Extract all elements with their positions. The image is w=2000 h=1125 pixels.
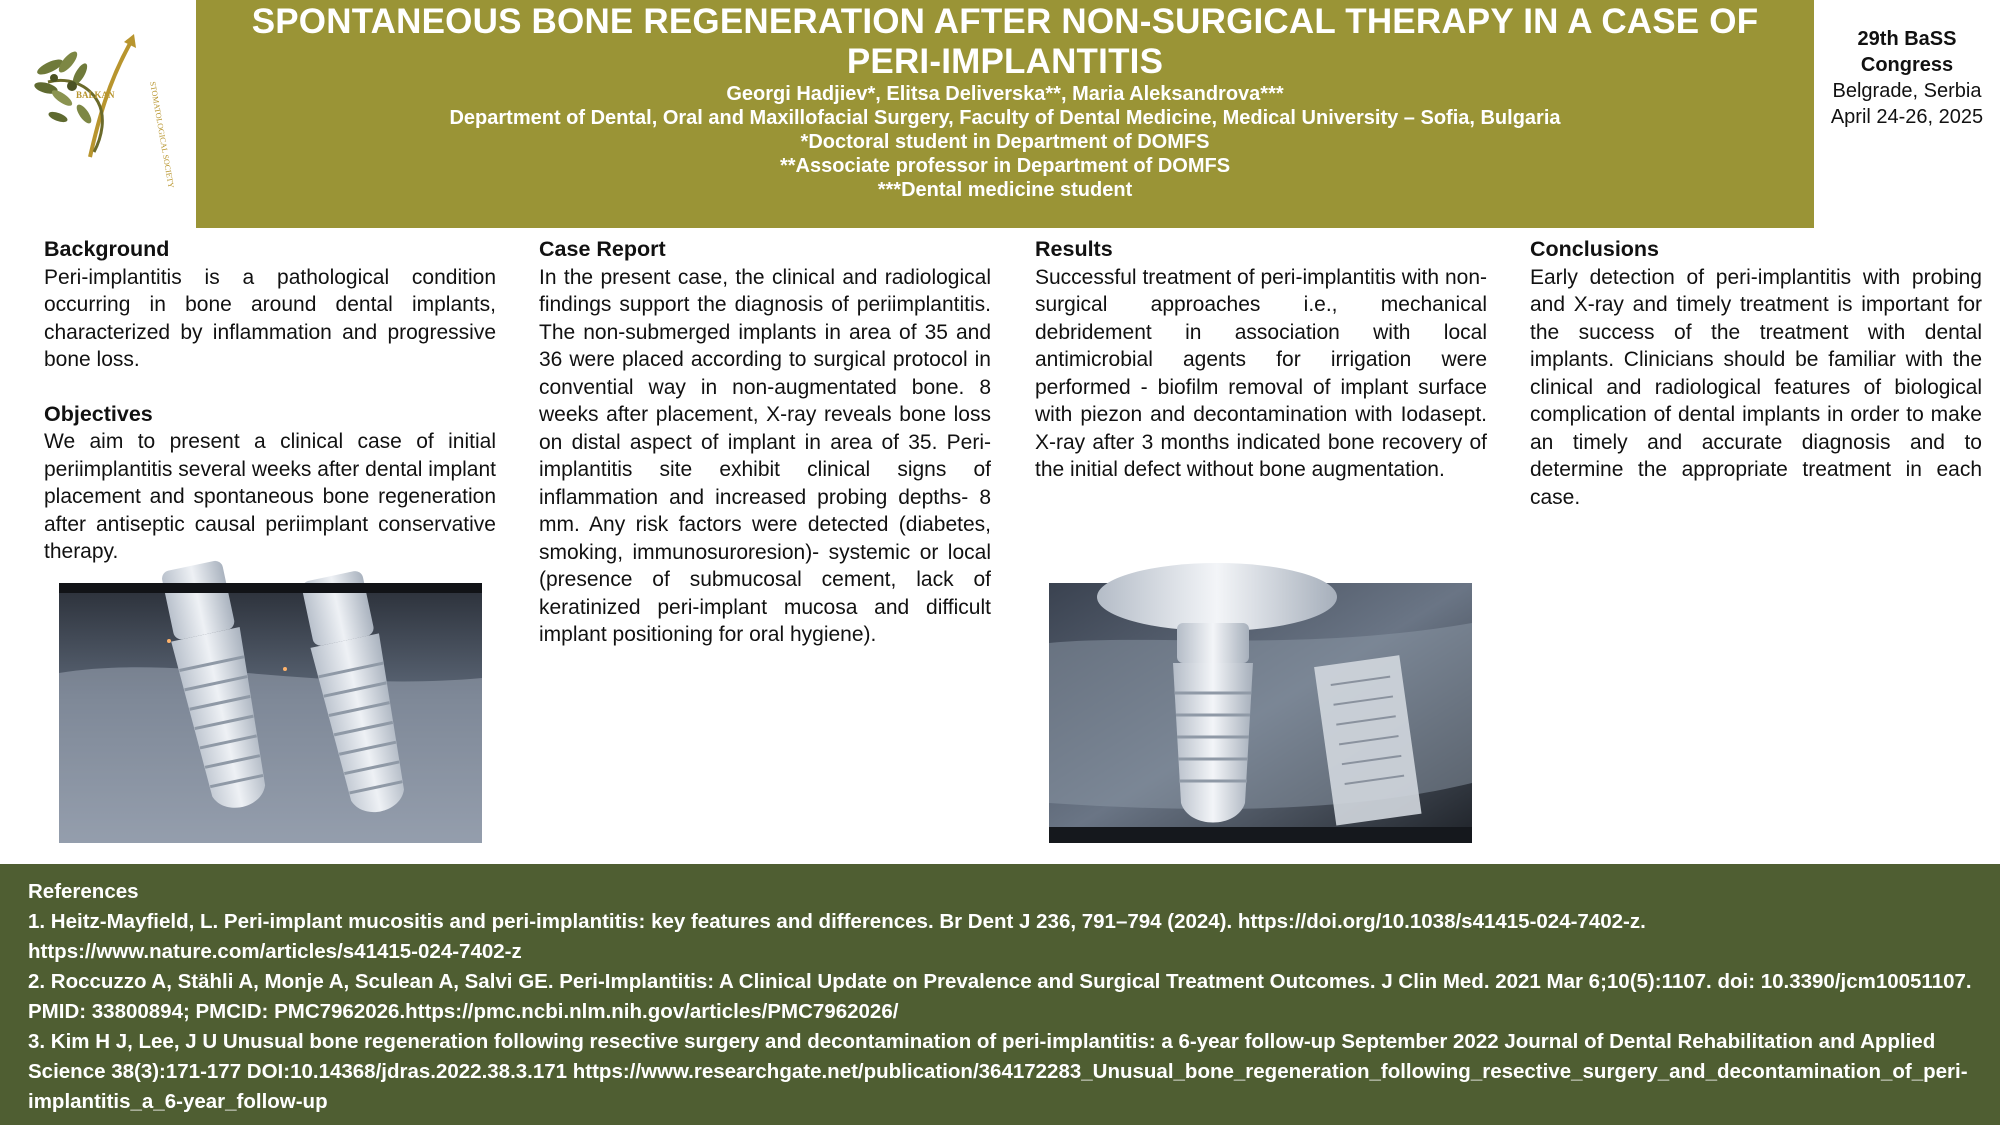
xray-two-implants-icon xyxy=(59,583,482,843)
logo-text-society: STOMATOLOGICAL SOCIETY xyxy=(148,80,176,189)
affiliation-associate: **Associate professor in Department of DOMFS xyxy=(779,155,1231,177)
department: Department of Dental, Oral and Maxillofacial Surgery, Faculty of Dental Medicine, Medical University – Sofia, Bulgaria xyxy=(449,107,1561,129)
society-logo xyxy=(28,22,176,189)
olive-branch-icon xyxy=(28,22,176,189)
background-text: Peri-implantitis is a pathological condition occurring in bone around dental implants, characterized by inflammation and progressive bone loss. xyxy=(44,265,496,371)
congress-location: Belgrade, Serbia xyxy=(1832,80,1982,102)
conclusions-text: Early detection of peri-implantitis with probing and X-ray and timely treatment is important for the success of the treatment with dental implants. Clinicians should be familiar with the clinical and radiological features of biological complication of dental implants in order to make an timely and accurate diagnosis and to determine the appropriate treatment in each case. xyxy=(1530,265,1982,509)
column-results xyxy=(1035,236,1487,484)
reference-item: 1. Heitz-Mayfield, L. Peri-implant mucositis and peri-implantitis: key features and differences. Br Dent J 236, 791–794 (2024). https://doi.org/10.1038/s41415-024-7402-z. https://www.nature.com/articles/s41415-024-7402-z xyxy=(28,910,1646,963)
congress-info xyxy=(1814,26,2000,130)
results-text: Successful treatment of peri-implantitis with non-surgical approaches i.e., mechanical debridement in association with local antimicrobial agents for irrigation were performed - biofilm removal of implant surface with piezon and decontamination with Iodasept. X-ray after 3 months indicated bone recovery of the initial defect without bone augmentation. xyxy=(1035,265,1487,481)
congress-name-line2: Congress xyxy=(1860,54,1954,76)
congress-dates: April 24-26, 2025 xyxy=(1830,106,1984,128)
logo-text-balkan: BALKAN xyxy=(76,90,115,100)
title-banner xyxy=(196,0,1814,228)
references-section xyxy=(0,864,2000,1125)
case-report-heading: Case Report xyxy=(539,237,666,261)
references-heading: References xyxy=(28,880,139,903)
case-report-text: In the present case, the clinical and radiological findings support the diagnosis of periimplantitis. The non-submerged implants in area of 35 and 36 were placed according to surgical protocol in convential way in non-augmentated bone. 8 weeks after placement, X-ray reveals bone loss on distal aspect of implant in area of 35. Peri-implantitis site exhibit clinical signs of inflammation and increased probing depths- 8 mm. Any risk factors were detected (diabetes, smoking, immunosuroresion)- systemic or local (presence of submucosal cement, lack of keratinized peri-implant mucosa and difficult implant positioning for oral hygiene). xyxy=(539,265,991,646)
column-conclusions xyxy=(1530,236,1982,511)
xray-implant-recovery-icon xyxy=(1049,583,1472,843)
affiliation-doctoral: *Doctoral student in Department of DOMFS xyxy=(800,131,1210,153)
xray-before-image xyxy=(59,583,482,843)
objectives-text: We aim to present a clinical case of initial periimplantitis several weeks after dental implant placement and spontaneous bone regeneration after antiseptic causal periimplant conservative therapy. xyxy=(44,430,496,563)
congress-name-line1: 29th BaSS xyxy=(1857,28,1957,50)
background-heading: Background xyxy=(44,237,170,261)
column-background-objectives xyxy=(44,236,496,566)
xray-after-image xyxy=(1049,583,1472,843)
authors: Georgi Hadjiev*, Elitsa Deliverska**, Maria Aleksandrova*** xyxy=(726,83,1284,105)
results-heading: Results xyxy=(1035,237,1113,261)
objectives-heading: Objectives xyxy=(44,401,153,426)
affiliation-student: ***Dental medicine student xyxy=(877,179,1133,201)
conclusions-heading: Conclusions xyxy=(1530,237,1660,261)
column-case-report xyxy=(539,236,991,649)
reference-item: 3. Kim H J, Lee, J U Unusual bone regeneration following resective surgery and decontamination of peri-implantitis: a 6-year follow-up September 2022 Journal of Dental Rehabilitation and Applied Science 38(3):171-177 DOI:10.14368/jdras.2022.38.3.171 https://www.researchgate.net/publication/364172283_Unusual_bone_regeneration_following_resective_surgery_and_decontamination_of_peri-implantitis_a_6-year_follow-up xyxy=(28,1030,1968,1113)
reference-item: 2. Roccuzzo A, Stähli A, Monje A, Sculean A, Salvi GE. Peri-Implantitis: A Clinical Update on Prevalence and Surgical Treatment Outcomes. J Clin Med. 2021 Mar 6;10(5):1107. doi: 10.3390/jcm10051107. PMID: 33800894; PMCID: PMC7962026.https://pmc.ncbi.nlm.nih.gov/articles/PMC7962026/ xyxy=(28,970,1972,1023)
poster-title: SPONTANEOUS BONE REGENERATION AFTER NON-SURGICAL THERAPY IN A CASE OF PERI-IMPLANTITIS xyxy=(251,2,1759,81)
